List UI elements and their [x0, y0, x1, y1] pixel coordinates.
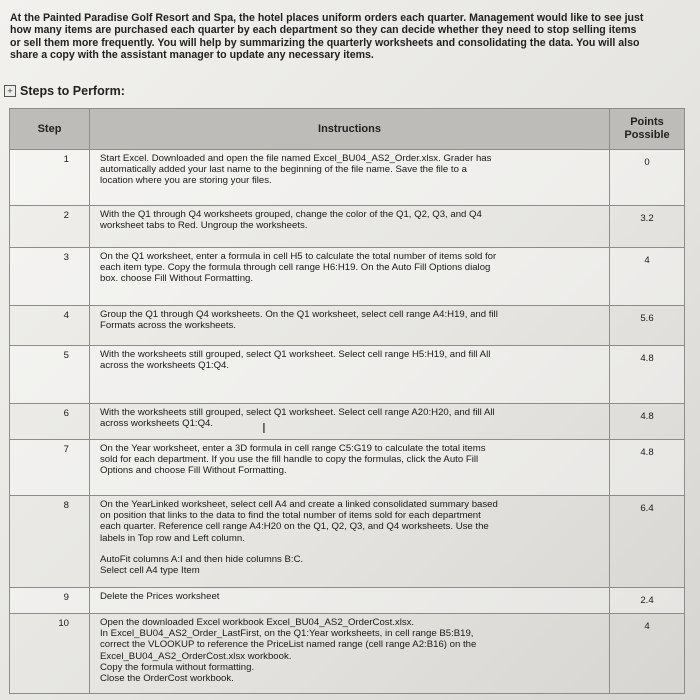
instruction-line: AutoFit columns A:I and then hide columns B:C. — [100, 553, 304, 565]
instruction-sub-block — [100, 554, 604, 576]
step-number: 7 — [10, 440, 90, 496]
header-instructions: Instructions — [90, 109, 610, 150]
table-row — [10, 588, 685, 614]
table-header-row — [10, 109, 685, 150]
instruction-line: With the worksheets still grouped, select Q1 worksheet. Select cell range H5:H19, and fill All — [100, 349, 491, 360]
instruction-cell — [90, 206, 610, 248]
instruction-line: Copy the formula without formatting. — [100, 661, 255, 673]
instruction-cell — [90, 346, 610, 404]
instruction-line: automatically added your last name to the beginning of the file name. Save the file to a — [100, 164, 467, 176]
step-number: 9 — [10, 588, 90, 614]
instruction-line: Close the OrderCost workbook. — [100, 673, 234, 685]
intro-line: or sell them more frequently. You will help by summarizing the quarterly worksheets and consolidating the data. You will also — [10, 36, 640, 49]
header-points — [610, 109, 685, 150]
instruction-line: With the Q1 through Q4 worksheets grouped, change the color of the Q1, Q2, Q3, and Q4 — [100, 209, 482, 220]
step-number: 3 — [10, 248, 90, 306]
instruction-line: Select cell A4 type Item — [100, 565, 200, 577]
instruction-line: labels in Top row and Left column. — [100, 532, 245, 544]
instruction-cell — [90, 614, 610, 694]
steps-table — [9, 108, 685, 694]
points-cell: 6.4 — [610, 496, 685, 588]
step-number: 5 — [10, 346, 90, 404]
table-row — [10, 496, 685, 588]
table-row — [10, 614, 685, 694]
step-number: 10 — [10, 614, 90, 694]
instruction-line: each item type. Copy the formula through cell range H6:H19. On the Auto Fill Options dialog — [100, 262, 491, 274]
instruction-line: box. choose Fill Without Formatting. — [100, 273, 254, 285]
instruction-line: on position that links to the data to find the total number of items sold for each department — [100, 510, 481, 522]
table-row — [10, 404, 685, 440]
intro-line: share a copy with the assistant manager to update any necessary items. — [10, 49, 374, 62]
instruction-line: each quarter. Reference cell range A4:H20 on the Q1, Q2, Q3, and Q4 worksheets. Use the — [100, 521, 489, 533]
instruction-line: sold for each department. If you use the fill handle to copy the formulas, click the Auto Fill — [100, 454, 479, 466]
table-row — [10, 346, 685, 404]
intro-line: At the Painted Paradise Golf Resort and Spa, the hotel places uniform orders each quarter. Management would like to see just — [10, 12, 644, 24]
text-cursor-icon: I — [262, 422, 266, 437]
header-points-line: Possible — [624, 129, 670, 141]
table-row — [10, 248, 685, 306]
steps-title: Steps to Perform: — [20, 84, 125, 98]
instruction-cell — [90, 150, 610, 206]
instruction-cell — [90, 440, 610, 496]
steps-heading — [4, 82, 125, 100]
instruction-line: Options and choose Fill Without Formatting. — [100, 465, 287, 477]
points-cell: 4.8 — [610, 440, 685, 496]
table-row — [10, 150, 685, 206]
instruction-line: On the YearLinked worksheet, select cell A4 and create a linked consolidated summary based — [100, 499, 498, 510]
instruction-cell — [90, 588, 610, 614]
table-row — [10, 206, 685, 248]
instruction-line: Formats across the worksheets. — [100, 320, 236, 332]
points-cell: 4.8 — [610, 346, 685, 404]
step-number: 4 — [10, 306, 90, 346]
table-row — [10, 440, 685, 496]
instruction-cell — [90, 496, 610, 588]
points-cell: 4.8 — [610, 404, 685, 440]
step-number: 8 — [10, 496, 90, 588]
points-cell: 5.6 — [610, 306, 685, 346]
table-row — [10, 306, 685, 346]
points-cell: 2.4 — [610, 588, 685, 614]
instruction-cell — [90, 306, 610, 346]
instruction-line: worksheet tabs to Red. Ungroup the worksheets. — [100, 220, 308, 232]
step-number: 1 — [10, 150, 90, 206]
instruction-line: Start Excel. Downloaded and open the file named Excel_BU04_AS2_Order.xlsx. Grader has — [100, 153, 492, 164]
instruction-line: On the Q1 worksheet, enter a formula in cell H5 to calculate the total number of items sold for — [100, 251, 497, 262]
instruction-line: In Excel_BU04_AS2_Order_LastFirst, on the Q1:Year worksheets, in cell range B5:B19, — [100, 628, 474, 640]
instruction-cell — [90, 248, 610, 306]
points-cell: 3.2 — [610, 206, 685, 248]
instruction-cell — [90, 404, 610, 440]
intro-paragraph — [10, 12, 682, 62]
header-points-line: Points — [630, 116, 664, 128]
step-number: 6 — [10, 404, 90, 440]
instruction-line: With the worksheets still grouped, select Q1 worksheet. Select cell range A20:H20, and fill All — [100, 407, 495, 418]
points-cell: 4 — [610, 248, 685, 306]
instruction-line: On the Year worksheet, enter a 3D formula in cell range C5:G19 to calculate the total items — [100, 443, 486, 454]
points-cell: 0 — [610, 150, 685, 206]
instruction-line: correct the VLOOKUP to reference the PriceList named range (cell range A2:B16) on the — [100, 639, 477, 651]
instruction-line: Group the Q1 through Q4 worksheets. On the Q1 worksheet, select cell range A4:H19, and fill — [100, 309, 498, 320]
points-cell: 4 — [610, 614, 685, 694]
step-number: 2 — [10, 206, 90, 248]
instruction-line: Delete the Prices worksheet — [100, 591, 220, 602]
instruction-line: Open the downloaded Excel workbook Excel_BU04_AS2_OrderCost.xlsx. — [100, 617, 415, 628]
intro-line: how many items are purchased each quarter by each department so they can decide whether they need to stop selling items — [10, 24, 637, 37]
expand-icon[interactable]: + — [4, 85, 16, 97]
instruction-line: across worksheets Q1:Q4. — [100, 418, 214, 430]
header-step: Step — [10, 109, 90, 150]
instruction-line: location where you are storing your files. — [100, 175, 272, 187]
instruction-line: across the worksheets Q1:Q4. — [100, 360, 230, 372]
instruction-line: Excel_BU04_AS2_OrderCost.xlsx workbook. — [100, 650, 292, 662]
